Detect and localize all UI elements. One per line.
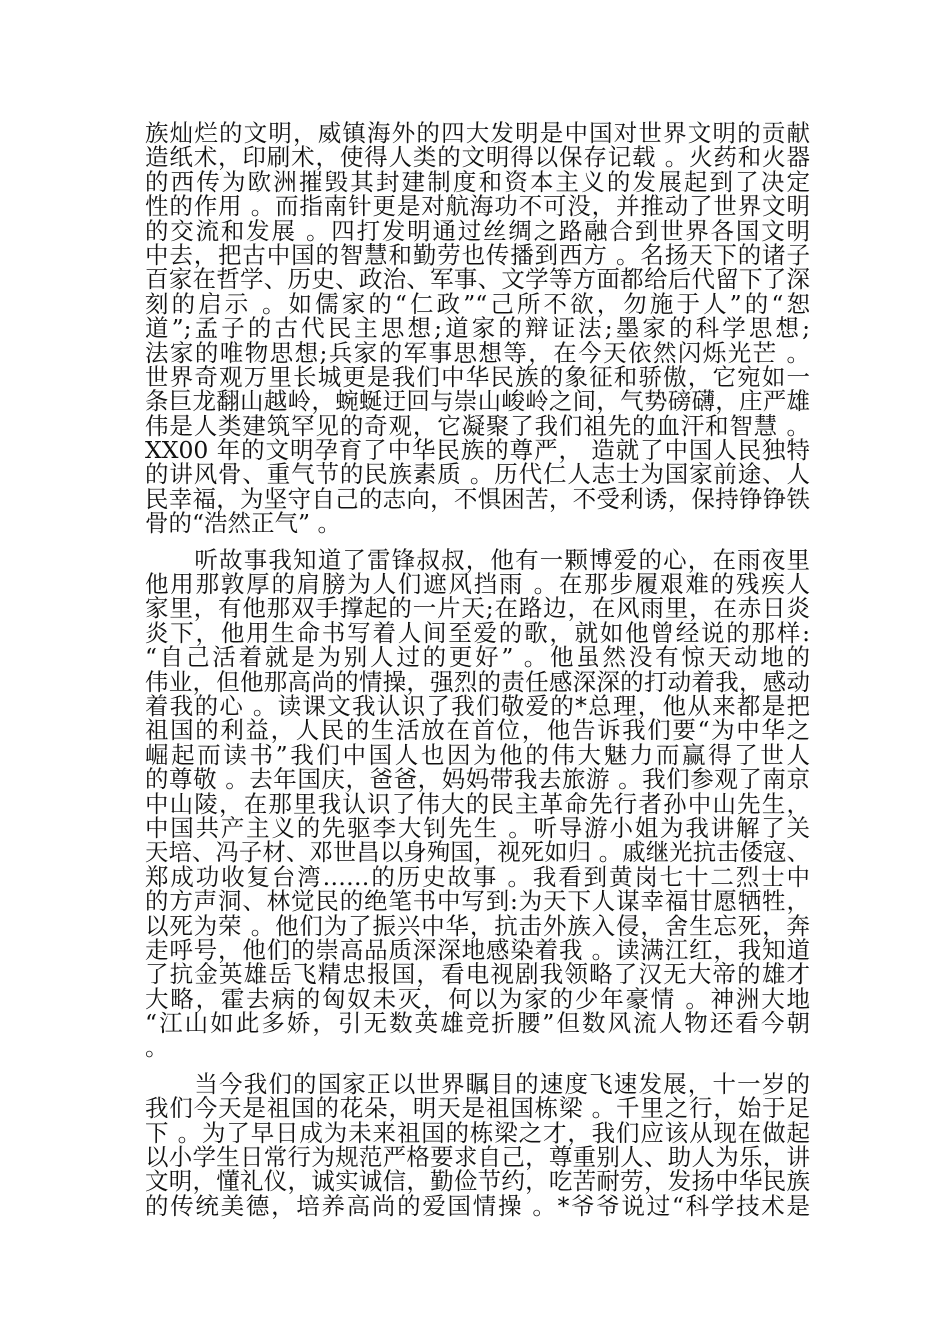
text-line: 中去，把古中国的智慧和勤劳也传播到西方 。名扬天下的诸子 <box>145 240 810 269</box>
text-line: 郑成功收复台湾……的历史故事 。我看到黄岗七十二烈士中 <box>145 862 810 891</box>
text-line: 的尊敬 。去年国庆，爸爸，妈妈带我去旅游 。我们参观了南京 <box>145 765 810 794</box>
text-line: 家里，有他那双手撑起的一片天;在路边，在风雨里，在赤日炎 <box>145 594 810 623</box>
text-line: 了抗金英雄岳飞精忠报国，看电视剧我领略了汉无大帝的雄才 <box>145 960 810 989</box>
text-line: 道”;孟子的古代民主思想;道家的辩证法;墨家的科学思想; <box>145 314 810 343</box>
paragraph-2 <box>145 545 810 1062</box>
text-line: 祖国的利益，人民的生活放在首位，他告诉我们要“为中华之 <box>145 716 810 745</box>
text-line: 我们今天是祖国的花朵，明天是祖国栋梁 。千里之行，始于足 <box>145 1094 810 1123</box>
text-line: 的交流和发展 。四打发明通过丝绸之路融合到世界各国文明 <box>145 216 810 245</box>
text-line: 的西传为欧洲摧毁其封建制度和资本主义的发展起到了决定 <box>145 167 810 196</box>
text-line: 伟业，但他那高尚的情操，强烈的责任感深深的打动着我，感动 <box>145 667 810 696</box>
text-line: 当今我们的国家正以世界瞩目的速度飞速发展，十一岁的 <box>145 1069 810 1098</box>
paragraph-1 <box>145 121 810 536</box>
text-line: 性的作用 。而指南针更是对航海功不可没，并推动了世界文明 <box>145 192 810 221</box>
text-line: 文明，懂礼仪，诚实诚信，勤俭节约，吃苦耐劳，发扬中华民族 <box>145 1167 810 1196</box>
text-line: 中山陵，在那里我认识了伟大的民主革命先行者孙中山先生， <box>145 789 810 818</box>
text-line: 下 。为了早日成为未来祖国的栋梁之才，我们应该从现在做起 <box>145 1118 810 1147</box>
text-line: 的方声洞、林觉民的绝笔书中写到:为天下人谋幸福甘愿牺牲， <box>145 887 810 916</box>
text-line: 。 <box>145 1033 169 1062</box>
text-line: 条巨龙翻山越岭，蜿蜒迂回与崇山峻岭之间，气势磅礴，庄严雄 <box>145 387 810 416</box>
body-text <box>145 121 810 1218</box>
paragraph-3 <box>145 1069 810 1220</box>
text-line: 的传统美德，培养高尚的爱国情操 。*爷爷说过“科学技术是 <box>145 1191 810 1220</box>
text-line: XX00 年的文明孕育了中华民族的尊严， 造就了中国人民独特 <box>145 436 810 465</box>
text-line: 族灿烂的文明，威镇海外的四大发明是中国对世界文明的贡献 <box>145 119 810 147</box>
text-line: 大略，霍去病的匈奴未灭，何以为家的少年豪情 。神洲大地 <box>145 984 810 1013</box>
text-line: 以死为荣 。他们为了振兴中华，抗击外族入侵，舍生忘死，奔 <box>145 911 810 940</box>
text-line: 他用那敦厚的肩膀为人们遮风挡雨 。在那步履艰难的残疾人 <box>145 570 810 599</box>
text-line: 民幸福，为坚守自己的志向，不惧困苦，不受利诱，保持铮铮铁 <box>145 484 810 513</box>
text-line: 崛起而读书”我们中国人也因为他的伟大魅力而赢得了世人 <box>145 740 810 769</box>
text-line: 法家的唯物思想;兵家的军事思想等，在今天依然闪烁光芒 。 <box>145 338 810 367</box>
text-line: 骨的“浩然正气” 。 <box>145 509 341 538</box>
text-line: 以小学生日常行为规范严格要求自己，尊重别人、助人为乐，讲 <box>145 1143 810 1172</box>
text-line: 着我的心 。读课文我认识了我们敬爱的*总理，他从来都是把 <box>145 691 810 720</box>
text-line: 百家在哲学、历史、政治、军事、文学等方面都给后代留下了深 <box>145 265 810 294</box>
text-line: 世界奇观万里长城更是我们中华民族的象征和骄傲，它宛如一 <box>145 362 810 391</box>
text-line: 的讲风骨、重气节的民族素质 。历代仁人志士为国家前途、人 <box>145 460 810 489</box>
text-line: 听故事我知道了雷锋叔叔，他有一颗博爱的心，在雨夜里 <box>145 545 810 574</box>
text-line: 走呼号，他们的崇高品质深深地感染着我 。读满江红，我知道 <box>145 935 810 964</box>
text-line: 刻的启示 。如儒家的“仁政”“己所不欲，勿施于人”的“恕 <box>145 289 810 318</box>
text-line: 中国共产主义的先驱李大钊先生 。听导游小姐为我讲解了关 <box>145 813 810 842</box>
text-line: 炎下，他用生命书写着人间至爱的歌，就如他曾经说的那样: <box>145 618 810 647</box>
text-line: 伟是人类建筑罕见的奇观，它凝聚了我们祖先的血汗和智慧 。 <box>145 411 810 440</box>
text-line: “自己活着就是为别人过的更好” 。他虽然没有惊天动地的 <box>145 643 810 672</box>
text-line: “江山如此多娇，引无数英雄竞折腰”但数风流人物还看今朝 <box>145 1009 810 1038</box>
text-line: 造纸术，印刷术，使得人类的文明得以保存记载 。火药和火器 <box>145 143 810 172</box>
text-line: 天培、冯子材、邓世昌以身殉国，视死如归 。戚继光抗击倭寇、 <box>145 838 810 867</box>
